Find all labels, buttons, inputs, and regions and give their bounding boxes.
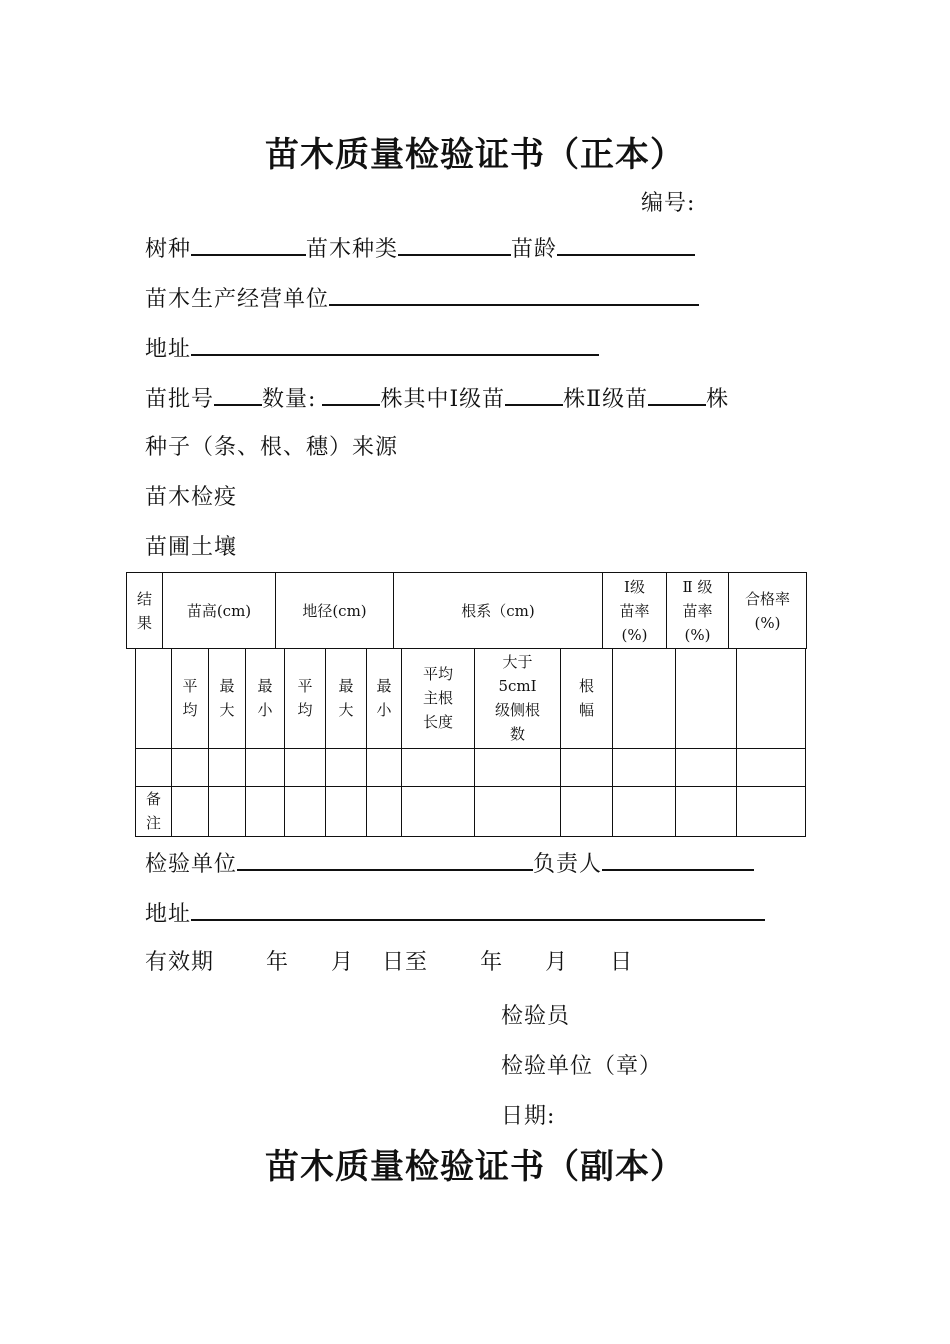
table-cell <box>613 648 676 748</box>
result-table-header <box>126 572 807 649</box>
inspect-unit-label: 检验单位 <box>145 852 238 877</box>
species-field[interactable] <box>191 234 306 256</box>
diameter-max-header: 最 大 <box>326 648 367 748</box>
table-cell[interactable] <box>613 786 676 836</box>
number-label: 编号: <box>641 191 696 216</box>
valid-month-2: 月 <box>545 950 569 975</box>
table-cell[interactable] <box>172 748 209 786</box>
type-field[interactable] <box>398 234 511 256</box>
grade2-label: Ⅱ级苗 <box>586 387 649 412</box>
table-cell[interactable] <box>209 786 246 836</box>
table-cell[interactable] <box>246 748 285 786</box>
table-cell[interactable] <box>326 748 367 786</box>
table-cell[interactable] <box>285 748 326 786</box>
pass-rate-header: 合格率 (%) <box>729 573 807 649</box>
table-cell <box>737 648 806 748</box>
valid-month-1: 月 <box>331 950 355 975</box>
inspect-unit-line <box>145 849 754 879</box>
table-cell[interactable] <box>402 786 475 836</box>
table-row <box>136 786 806 836</box>
grade2-rate-header: Ⅱ 级 苗率 (%) <box>667 573 729 649</box>
responsible-label: 负责人 <box>533 852 603 877</box>
type-label: 苗木种类 <box>306 237 399 262</box>
table-cell[interactable] <box>402 748 475 786</box>
quantity-field[interactable] <box>322 384 380 406</box>
address-line <box>145 334 599 364</box>
grade1-field[interactable] <box>505 384 563 406</box>
address-label: 地址 <box>145 337 192 362</box>
soil-label: 苗圃土壤 <box>145 535 238 560</box>
footer-address-label: 地址 <box>145 902 192 927</box>
height-min-header: 最 小 <box>246 648 285 748</box>
result-table-body <box>135 648 806 837</box>
height-avg-header: 平 均 <box>172 648 209 748</box>
table-cell[interactable] <box>209 748 246 786</box>
batch-field[interactable] <box>214 384 262 406</box>
table-cell[interactable] <box>737 786 806 836</box>
seed-source-label: 种子（条、根、穗）来源 <box>145 435 399 460</box>
avg-root-length-header: 平均 主根 长度 <box>402 648 475 748</box>
unit-field[interactable] <box>329 284 699 306</box>
table-cell <box>136 648 172 748</box>
stamp-label: 检验单位（章） <box>501 1054 663 1079</box>
inspector-label: 检验员 <box>501 1004 571 1029</box>
responsible-field[interactable] <box>602 849 754 871</box>
species-line <box>145 234 695 264</box>
remarks-label: 备 注 <box>136 786 172 836</box>
root-width-header: 根 幅 <box>561 648 613 748</box>
table-cell[interactable] <box>285 786 326 836</box>
quantity-label: 数量: <box>262 387 317 412</box>
grade1-label: 其中Ⅰ级苗 <box>403 387 506 412</box>
table-cell[interactable] <box>737 748 806 786</box>
inspect-unit-field[interactable] <box>237 849 533 871</box>
age-label: 苗龄 <box>511 237 558 262</box>
table-cell[interactable] <box>136 748 172 786</box>
table-cell <box>676 648 737 748</box>
footer-address-line <box>145 899 765 929</box>
lateral-root-header: 大于 5cmⅠ 级侧根 数 <box>475 648 561 748</box>
age-field[interactable] <box>557 234 695 256</box>
species-label: 树种 <box>145 237 192 262</box>
table-cell[interactable] <box>326 786 367 836</box>
table-cell[interactable] <box>613 748 676 786</box>
valid-year-1: 年 <box>266 950 290 975</box>
valid-day-to: 日至 <box>382 950 429 975</box>
diameter-header: 地径(cm) <box>276 573 394 649</box>
batch-line <box>145 384 729 414</box>
table-cell[interactable] <box>246 786 285 836</box>
table-cell[interactable] <box>475 786 561 836</box>
diameter-min-header: 最 小 <box>367 648 402 748</box>
plant-unit: 株 <box>380 387 404 412</box>
diameter-avg-header: 平 均 <box>285 648 326 748</box>
table-cell[interactable] <box>561 748 613 786</box>
root-header: 根系（cm) <box>394 573 603 649</box>
table-cell[interactable] <box>172 786 209 836</box>
grade1-rate-header: Ⅰ级 苗率 (%) <box>603 573 667 649</box>
table-cell[interactable] <box>367 786 402 836</box>
copy-title: 苗木质量检验证书（副本） <box>265 1147 685 1187</box>
batch-label: 苗批号 <box>145 387 215 412</box>
plant-unit-3: 株 <box>706 387 730 412</box>
result-header: 结 果 <box>127 573 163 649</box>
unit-label: 苗木生产经营单位 <box>145 287 330 312</box>
table-cell[interactable] <box>676 748 737 786</box>
table-row <box>136 748 806 786</box>
height-header: 苗高(cm) <box>163 573 276 649</box>
height-max-header: 最 大 <box>209 648 246 748</box>
grade2-field[interactable] <box>648 384 706 406</box>
validity-line <box>145 949 633 977</box>
date-label: 日期: <box>501 1104 556 1129</box>
footer-address-field[interactable] <box>191 899 765 921</box>
table-cell[interactable] <box>676 786 737 836</box>
valid-day-2: 日 <box>610 950 634 975</box>
valid-label: 有效期 <box>145 950 215 975</box>
address-field[interactable] <box>191 334 599 356</box>
table-cell[interactable] <box>367 748 402 786</box>
plant-unit-2: 株 <box>563 387 587 412</box>
page-title: 苗木质量检验证书（正本） <box>265 135 685 175</box>
table-cell[interactable] <box>561 786 613 836</box>
valid-year-2: 年 <box>480 950 504 975</box>
quarantine-label: 苗木检疫 <box>145 485 238 510</box>
table-cell[interactable] <box>475 748 561 786</box>
unit-line <box>145 284 699 314</box>
